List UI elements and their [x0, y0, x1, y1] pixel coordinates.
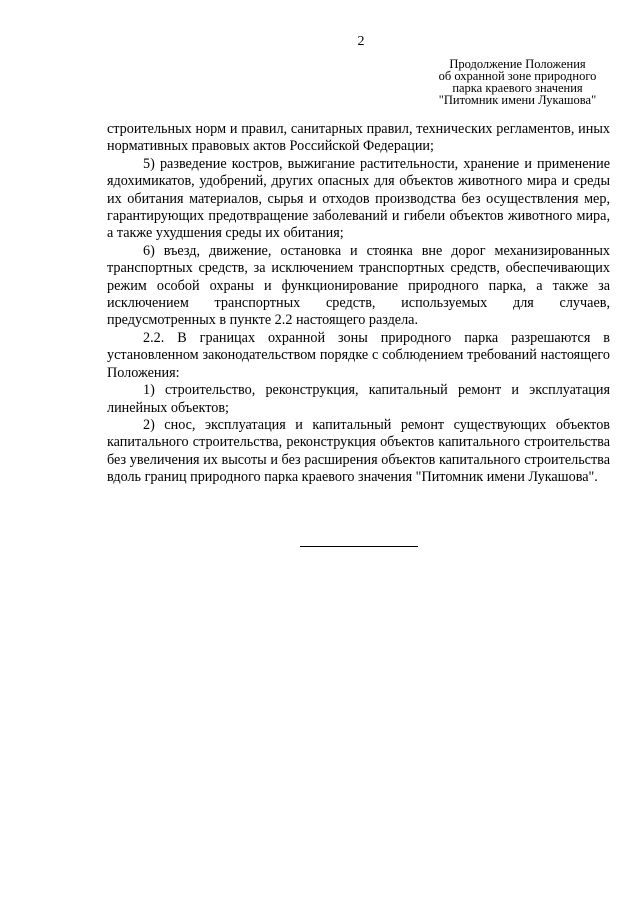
header-line-2: об охранной зоне природного [438, 69, 597, 83]
end-separator-line [300, 546, 418, 547]
paragraph-item-6: 6) въезд, движение, остановка и стоянка вне дорог механизированных транспортных средств, за исключением транспортных средств, обеспечивающих режим особой охраны и функционирование природного парка, а также за исключением транспортных средств, используемых для случаев, предусмотренных в пункте 2.2 настоящего раздела. [107, 242, 610, 329]
paragraph-item-5: 5) разведение костров, выжигание растительности, хранение и применение ядохимикатов, удобрений, других опасных для объектов животного мира и среды их обитания материалов, сырья и отходов производства без осуществления мер, гарантирующих предотвращение заболеваний и гибели объектов животного мира, а также ухудшения среды их обитания; [107, 155, 610, 242]
page-number: 2 [357, 34, 365, 49]
document-header [420, 58, 615, 106]
paragraph-item-2: 2) снос, эксплуатация и капитальный ремонт существующих объектов капитального строительства, реконструкция объектов капитального строительства без увеличения их высоты и без расширения объектов капитального строительства вдоль границ природного парка краевого значения "Питомник имени Лукашова". [107, 416, 610, 486]
header-line-4: "Питомник имени Лукашова" [438, 93, 597, 107]
document-body [107, 121, 610, 487]
paragraph-section-2-2: 2.2. В границах охранной зоны природного парка разрешаются в установленном законодательством порядке с соблюдением требований настоящего Положения: [107, 329, 610, 381]
header-line-3: парка краевого значения [452, 81, 583, 95]
paragraph-continuation: строительных норм и правил, санитарных правил, технических регламентов, иных нормативных правовых актов Российской Федерации; [107, 121, 610, 155]
header-line-1: Продолжение Положения [449, 57, 586, 71]
paragraph-item-1: 1) строительство, реконструкция, капитальный ремонт и эксплуатация линейных объектов; [107, 382, 610, 416]
